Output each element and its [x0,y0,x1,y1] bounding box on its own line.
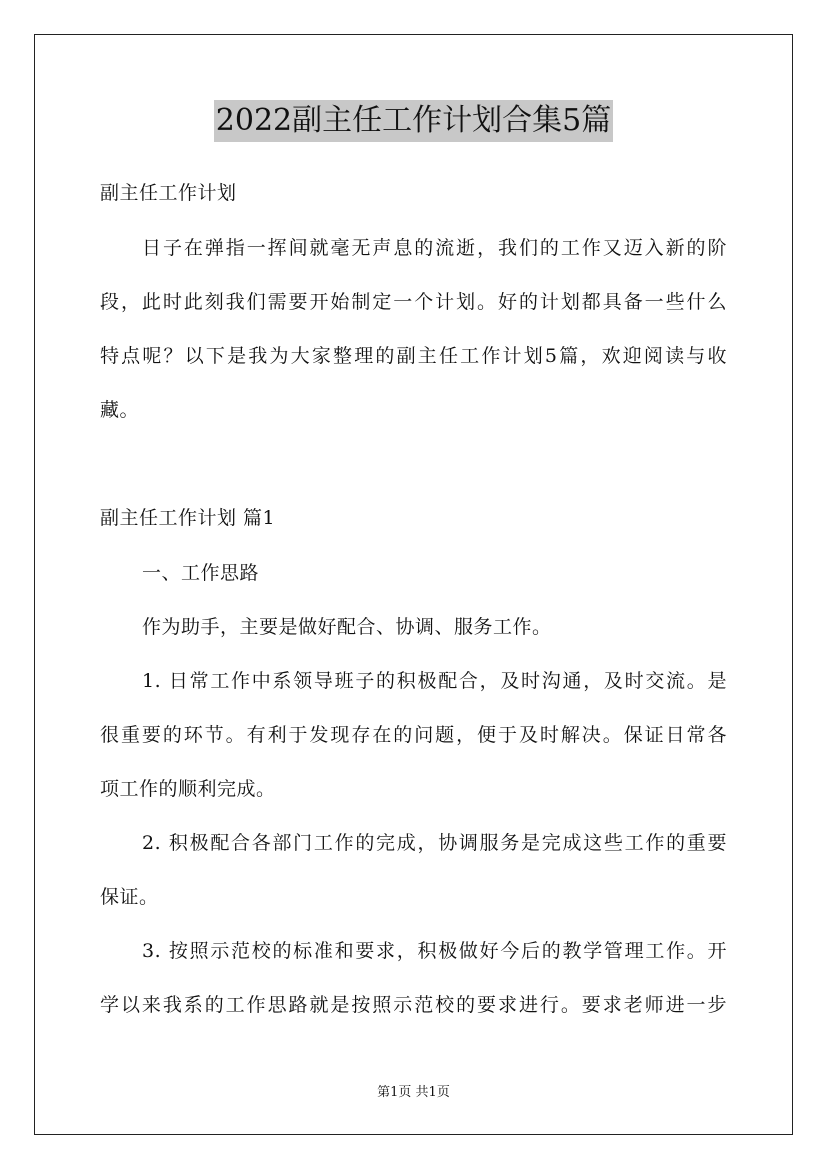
list-item-2-line: 2. 积极配合各部门工作的完成，协调服务是完成这些工作的重要 [142,832,727,854]
paragraph-line: 日子在弹指一挥间就毫无声息的流逝，我们的工作又迈入新的阶 [142,237,727,259]
section-heading-intro: 副主任工作计划 [100,182,237,204]
list-item-1-line: 很重要的环节。有利于发现存在的问题，便于及时解决。保证日常各 [100,724,727,746]
subheading-work-ideas: 一、工作思路 [142,562,260,584]
title-container [0,100,827,142]
paragraph-line: 作为助手，主要是做好配合、协调、服务工作。 [142,616,552,638]
document-title: 2022副主任工作计划合集5篇 [214,100,613,142]
paragraph-line: 藏。 [100,399,140,421]
list-item-3-line: 学以来我系的工作思路就是按照示范校的要求进行。要求老师进一步 [100,994,727,1016]
list-item-3-line: 3. 按照示范校的标准和要求，积极做好今后的教学管理工作。开 [142,940,727,962]
section-heading-part1: 副主任工作计划 篇1 [100,507,276,529]
list-item-2-line: 保证。 [100,886,159,908]
list-item-1-line: 1. 日常工作中系领导班子的积极配合，及时沟通，及时交流。是 [142,670,727,692]
paragraph-line: 特点呢？以下是我为大家整理的副主任工作计划5篇，欢迎阅读与收 [100,345,727,367]
paragraph-line: 段，此时此刻我们需要开始制定一个计划。好的计划都具备一些什么 [100,291,727,313]
page-footer: 第1页 共1页 [377,1085,450,1100]
list-item-1-line: 项工作的顺利完成。 [100,778,276,800]
